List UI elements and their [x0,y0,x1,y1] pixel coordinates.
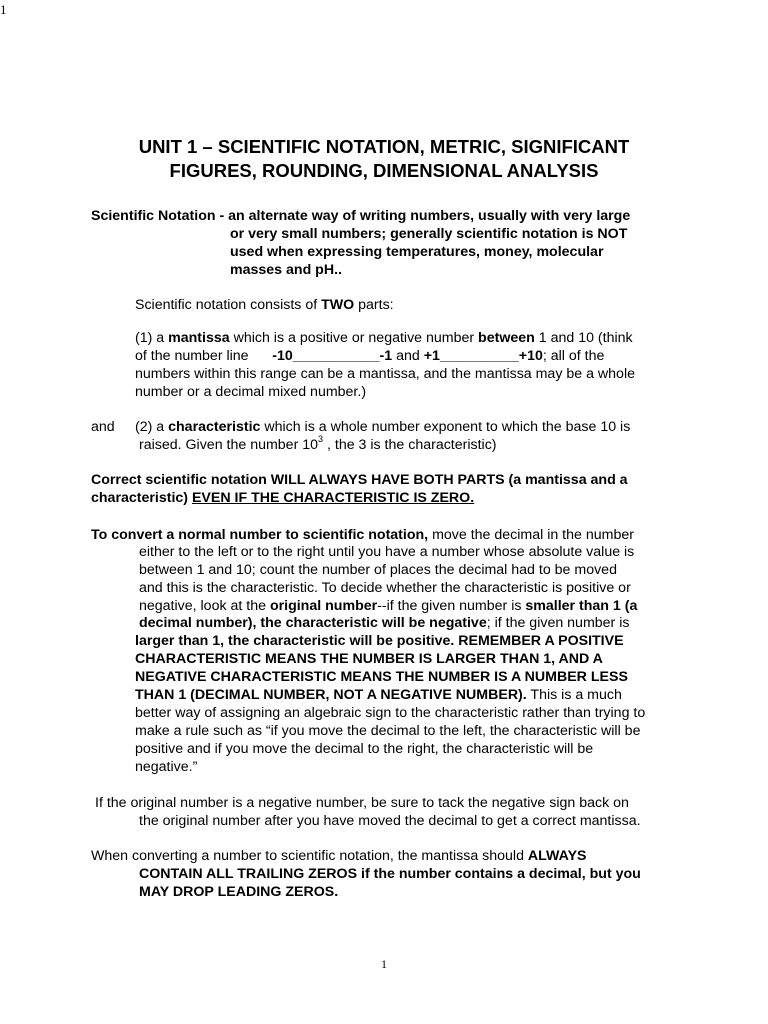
definition-line-3: used when expressing temperatures, money, molecular [230,244,604,260]
page-title-line-2: FIGURES, ROUNDING, DIMENSIONAL ANALYSIS [169,160,599,181]
convert-line-4: and this is the characteristic. To decide whether the characteristic is positive or [139,580,631,596]
page-title-line-1: UNIT 1 – SCIENTIFIC NOTATION, METRIC, SIGNIFICANT [138,136,630,157]
convert-line-1: To convert a normal number to scientific notation, move the decimal in the number [91,527,634,543]
trailing-line-1: When converting a number to scientific notation, the mantissa should ALWAYS [91,848,587,864]
part2-line-1: (2) a characteristic which is a whole number exponent to which the base 10 is [135,419,631,435]
parts-intro: Scientific notation consists of TWO parts: [135,297,394,313]
convert-line-3: between 1 and 10; count the number of places the decimal had to be moved [139,562,617,578]
convert-line-6: decimal number), the characteristic will be negative; if the given number is [139,615,630,631]
part1-line-2: of the number line -10___________-1 and +1__________+10; all of the [135,348,605,364]
part1-line-3: numbers within this range can be a mantissa, and the mantissa may be a whole [135,366,635,382]
trailing-line-3: MAY DROP LEADING ZEROS. [139,884,339,900]
convert-line-8: CHARACTERISTIC MEANS THE NUMBER IS LARGER THAN 1, AND A [135,651,603,667]
negative-line-1: If the original number is a negative number, be sure to tack the negative sign back on [95,795,629,811]
part1-line-1: (1) a mantissa which is a positive or negative number between 1 and 10 (think [135,330,633,346]
convert-line-5: negative, look at the original number--if the given number is smaller than 1 (a [139,598,638,614]
part2-line-2: raised. Given the number $10^3$ , the 3 is the characteristic) [139,434,497,453]
convert-line-14: negative.” [135,759,198,775]
convert-line-2: either to the left or to the right until you have a number whose absolute value is [139,544,635,560]
page-number: 1 [381,957,387,971]
part2-and-label: and [91,419,115,435]
part1-line-4: number or a decimal mixed number.) [135,384,367,400]
convert-line-13: positive and if you move the decimal to the right, the characteristic will be [135,741,594,757]
correct-line-2: characteristic) EVEN IF THE CHARACTERISTIC IS ZERO. [91,490,475,506]
corner-page-mark: 1 [0,2,7,17]
convert-line-10: THAN 1 (DECIMAL NUMBER, NOT A NEGATIVE NUMBER). This is a much [135,687,622,703]
convert-line-9: NEGATIVE CHARACTERISTIC MEANS THE NUMBER IS A NUMBER LESS [135,669,628,685]
convert-line-12: make a rule such as “if you move the decimal to the left, the characteristic will be [135,723,641,739]
correct-line-1: Correct scientific notation WILL ALWAYS HAVE BOTH PARTS (a mantissa and a [91,472,628,488]
negative-line-2: the original number after you have moved the decimal to get a correct mantissa. [139,813,641,829]
convert-line-11: better way of assigning an algebraic sign to the characteristic rather than trying to [135,705,646,721]
definition-line-1: Scientific Notation - an alternate way of writing numbers, usually with very large [91,208,631,224]
convert-line-7: larger than 1, the characteristic will be positive. REMEMBER A POSITIVE [135,633,624,649]
definition-line-2: or very small numbers; generally scientific notation is NOT [230,226,628,242]
definition-line-4: masses and pH.. [230,262,342,278]
trailing-line-2: CONTAIN ALL TRAILING ZEROS if the number contains a decimal, but you [139,866,641,882]
